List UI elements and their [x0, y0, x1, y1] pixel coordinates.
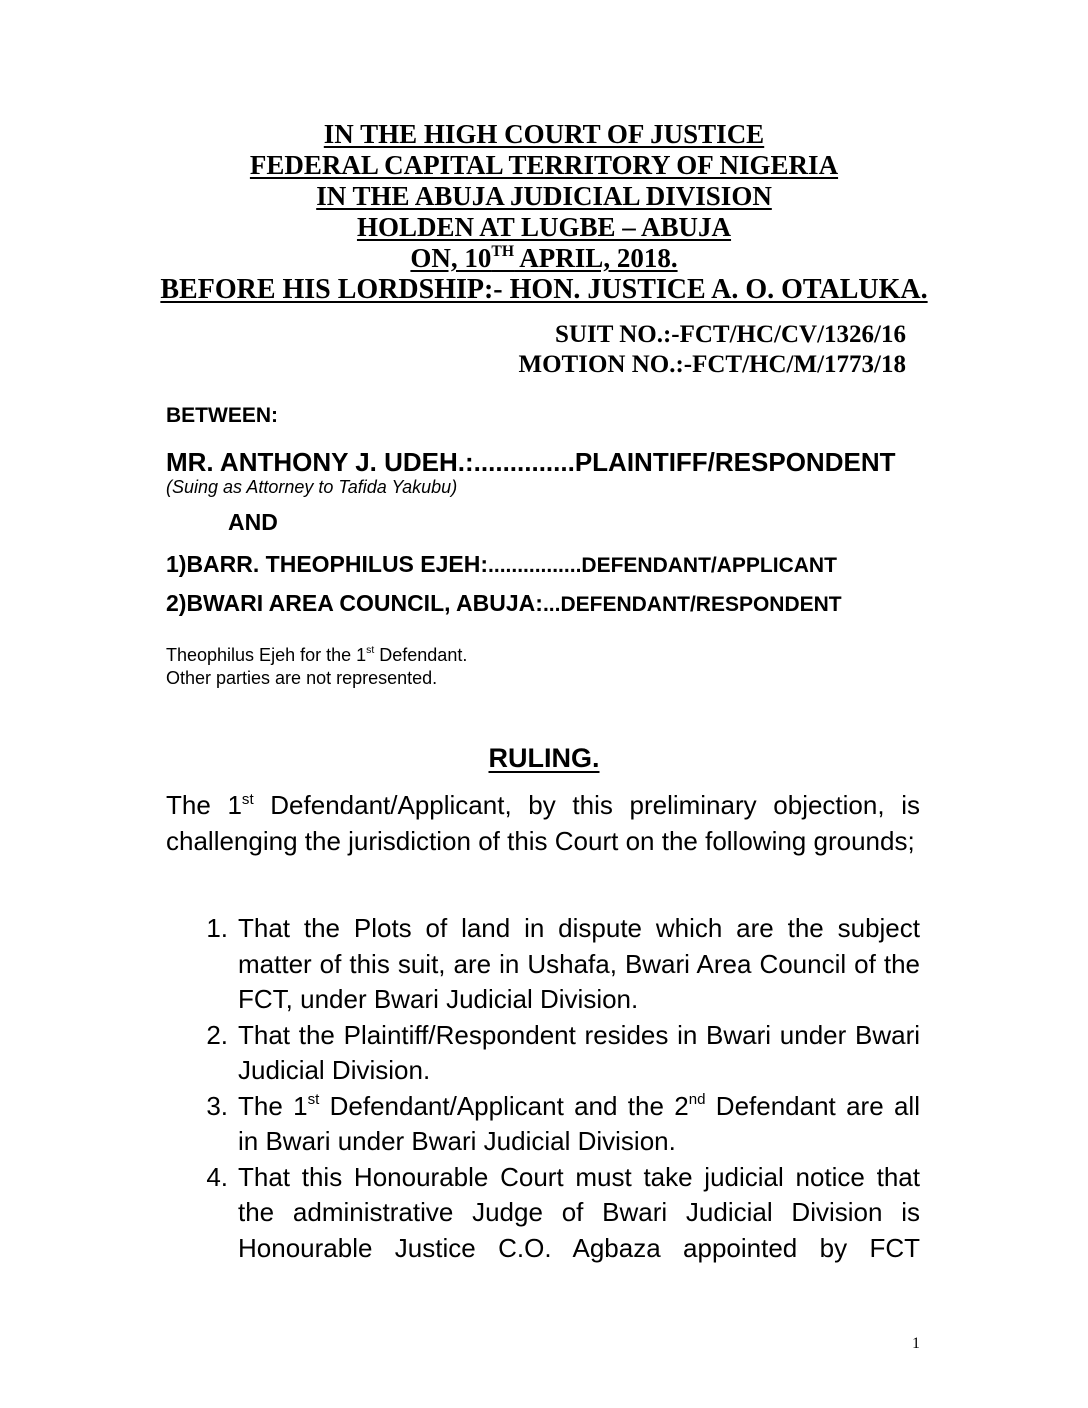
between-label: BETWEEN: — [166, 404, 278, 427]
hearing-date — [150, 243, 938, 274]
court-name: IN THE HIGH COURT OF JUSTICE — [323, 119, 765, 149]
intro-superscript: st — [241, 790, 254, 808]
defendant-1-role: ................DEFENDANT/APPLICANT — [488, 554, 837, 577]
ground-text: That the Plaintiff/Respondent resides in Bwari under Bwari Judicial Division. — [238, 1019, 920, 1085]
and-label: AND — [228, 509, 278, 535]
ground-number: 2. — [206, 1019, 228, 1050]
ground-text-part: Defendant are all in Bwari under Bwari Judicial Division. — [238, 1090, 920, 1156]
defendant-1-name: 1)BARR. THEOPHILUS EJEH: — [166, 551, 489, 577]
plaintiff-note: (Suing as Attorney to Tafida Yakubu) — [166, 477, 458, 497]
date-superscript: TH — [491, 243, 515, 261]
motion-number: MOTION NO.:-FCT/HC/M/1773/18 — [518, 351, 906, 378]
intro-prefix: The 1 — [166, 790, 242, 820]
ground-number: 4. — [206, 1161, 228, 1192]
defendant-2-name: 2)BWARI AREA COUNCIL, ABUJA: — [166, 590, 543, 616]
judicial-division: IN THE ABUJA JUDICIAL DIVISION — [316, 181, 772, 211]
page-number: 1 — [912, 1335, 920, 1352]
presiding-judge: BEFORE HIS LORDSHIP:- HON. JUSTICE A. O. OTALUKA. — [160, 274, 928, 305]
list-item — [166, 1089, 920, 1160]
ground-text: That the Plots of land in dispute which are the subject matter of this suit, are in Ushafa, Bwari Area Council of the FCT, under Bwari Judicial Division. — [238, 913, 920, 1014]
ruling-intro — [166, 787, 920, 859]
defendant-2-role: ...DEFENDANT/RESPONDENT — [542, 593, 842, 616]
ground-text-part: The 1 — [238, 1090, 308, 1121]
ground-number: 3. — [206, 1090, 228, 1121]
plaintiff-line: MR. ANTHONY J. UDEH.:..............PLAINTIFF/RESPONDENT — [166, 447, 896, 477]
ground-text-part: Defendant/Applicant and the 2 — [319, 1090, 689, 1121]
territory: FEDERAL CAPITAL TERRITORY OF NIGERIA — [249, 150, 839, 180]
court-header — [150, 119, 938, 305]
ruling-heading: RULING. — [488, 743, 600, 773]
representation-line-1 — [166, 645, 467, 666]
defendant-1-line — [166, 551, 837, 578]
list-item — [166, 911, 920, 1018]
court-location: HOLDEN AT LUGBE – ABUJA — [356, 212, 732, 242]
rep-superscript: st — [366, 645, 375, 657]
ground-text — [238, 1089, 920, 1160]
intro-suffix: Defendant/Applicant, by this preliminary objection, is challenging the jurisdiction of this Court on the following grounds; — [166, 790, 920, 856]
ground-text: That this Honourable Court must take judicial notice that the administrative Judge of Bwari Judicial Division is Honourable Justice C.O. Agbaza appointed by FCT — [238, 1161, 920, 1263]
list-item — [166, 1018, 920, 1089]
rep-suffix: Defendant. — [374, 645, 468, 665]
list-item — [166, 1160, 920, 1267]
ground-superscript: nd — [688, 1091, 706, 1109]
date-prefix: ON, 10 — [410, 243, 492, 273]
ground-number: 1. — [206, 913, 228, 943]
suit-number: SUIT NO.:-FCT/HC/CV/1326/16 — [555, 321, 906, 348]
case-numbers — [519, 320, 906, 380]
representation-line-2: Other parties are not represented. — [166, 668, 438, 688]
date-suffix: APRIL, 2018. — [514, 243, 678, 273]
grounds-list — [166, 911, 920, 1266]
defendant-2-line — [166, 590, 842, 617]
ground-superscript: st — [307, 1091, 320, 1109]
rep-prefix: Theophilus Ejeh for the 1 — [166, 645, 367, 665]
